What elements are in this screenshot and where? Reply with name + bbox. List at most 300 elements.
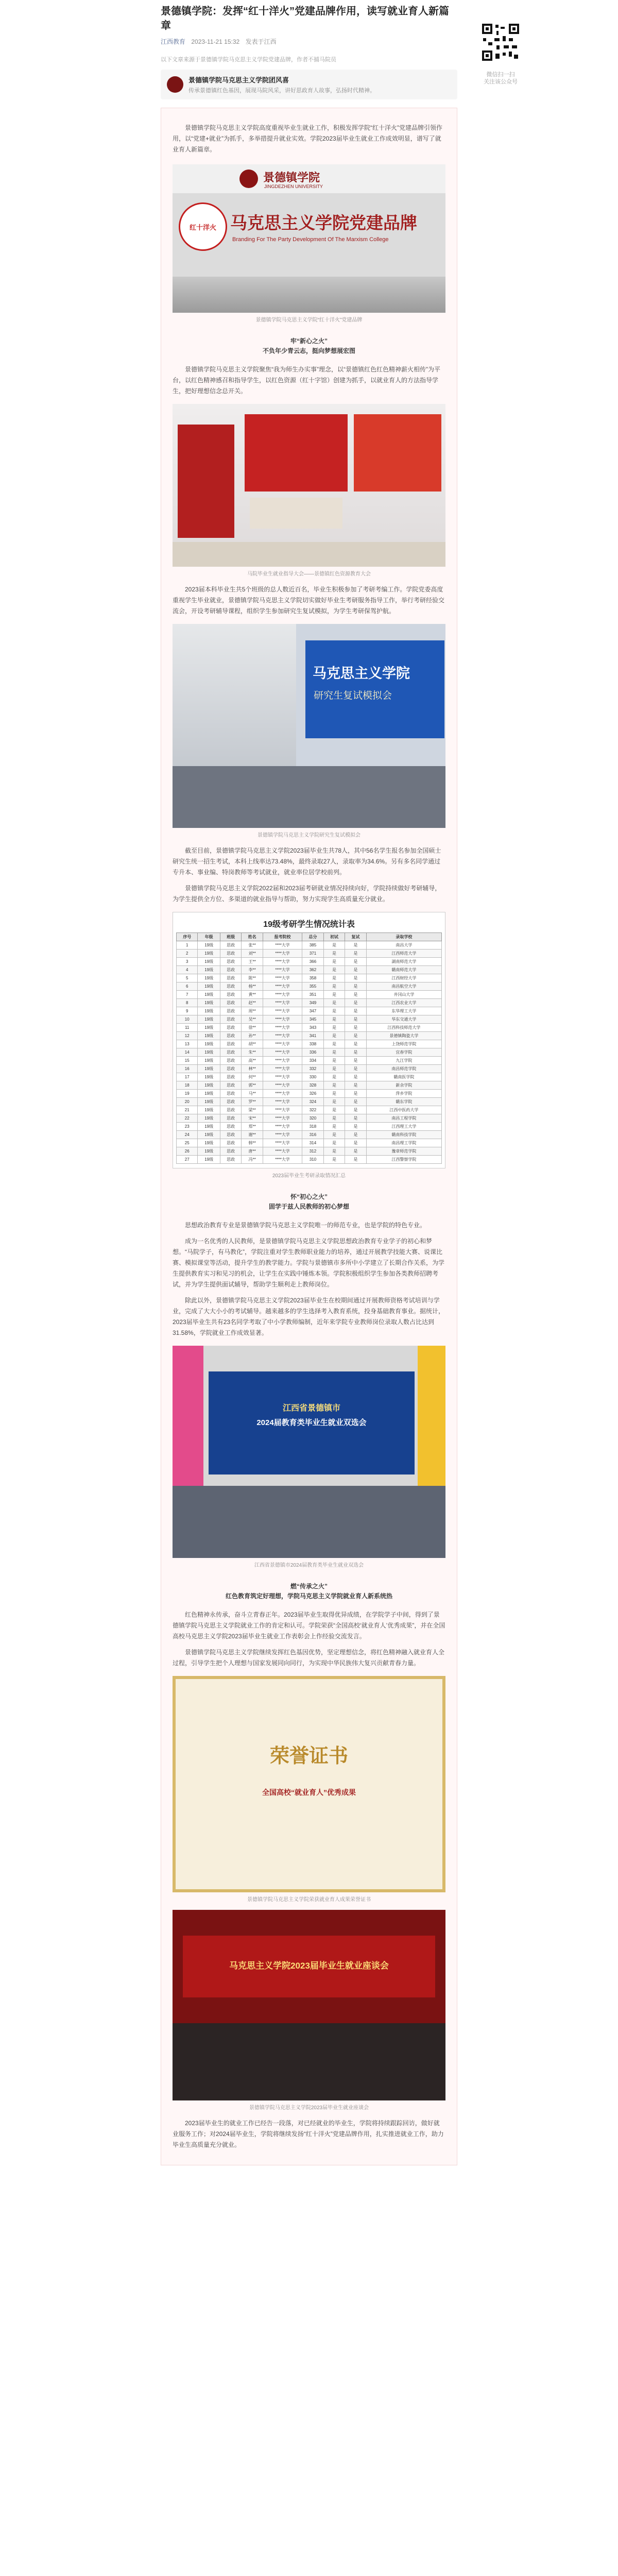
table-cell: 26 xyxy=(177,1147,198,1156)
table-cell: 赣南师范大学 xyxy=(366,966,441,974)
table-cell: 332 xyxy=(302,1065,323,1073)
table-cell: 19级 xyxy=(198,941,220,950)
table-cell: 320 xyxy=(302,1114,323,1123)
table-cell: 思政 xyxy=(220,974,241,982)
table-cell: ****大学 xyxy=(263,1040,302,1048)
table-cell: 19 xyxy=(177,1090,198,1098)
banner-caption: 景德镇学院马克思主义学院“红十洋火”党建品牌 xyxy=(255,317,363,323)
table-cell: 358 xyxy=(302,974,323,982)
table-cell: 思政 xyxy=(220,1032,241,1040)
table-cell: 19级 xyxy=(198,966,220,974)
table-cell: 19级 xyxy=(198,1065,220,1073)
table-cell: 是 xyxy=(323,991,345,999)
table-row xyxy=(177,999,442,1007)
table-cell: 是 xyxy=(345,1048,366,1057)
table-cell: 3 xyxy=(177,958,198,966)
table-row xyxy=(177,982,442,991)
table-cell: 19级 xyxy=(198,1106,220,1114)
table-row xyxy=(177,1156,442,1164)
table-cell: ****大学 xyxy=(263,1032,302,1040)
table-cell: 刘** xyxy=(242,950,263,958)
table-cell: 是 xyxy=(323,1156,345,1164)
table-cell: 是 xyxy=(345,1073,366,1081)
table-cell: 林** xyxy=(242,1065,263,1073)
table-cell: 是 xyxy=(323,1098,345,1106)
table-cell: 是 xyxy=(323,1106,345,1114)
table-cell: 吴** xyxy=(242,1015,263,1024)
brand-logo-icon xyxy=(179,202,227,251)
table-cell: 是 xyxy=(323,1081,345,1090)
table-cell: 是 xyxy=(345,1131,366,1139)
table-cell: 思政 xyxy=(220,982,241,991)
table-cell: 18 xyxy=(177,1081,198,1090)
table-cell: 12 xyxy=(177,1032,198,1040)
table-cell: 思政 xyxy=(220,1048,241,1057)
table-cell: ****大学 xyxy=(263,1098,302,1106)
table-cell: 9 xyxy=(177,1007,198,1015)
table-cell: 是 xyxy=(345,941,366,950)
table-cell: 是 xyxy=(345,1024,366,1032)
table-cell: 19级 xyxy=(198,1081,220,1090)
qr-code-icon xyxy=(481,23,520,62)
table-cell: ****大学 xyxy=(263,1007,302,1015)
table-cell: 思政 xyxy=(220,941,241,950)
brand-logo-text: 红十洋火 xyxy=(189,223,216,231)
table-cell: 思政 xyxy=(220,991,241,999)
table-body xyxy=(177,941,442,1164)
article-meta xyxy=(161,37,457,46)
table-cell: 316 xyxy=(302,1131,323,1139)
table-header-cell: 序号 xyxy=(177,933,198,941)
table-row xyxy=(177,1073,442,1081)
table-cell: 5 xyxy=(177,974,198,982)
table-cell: 326 xyxy=(302,1090,323,1098)
table-row xyxy=(177,974,442,982)
table-cell: 19级 xyxy=(198,1024,220,1032)
table-cell: 19级 xyxy=(198,1147,220,1156)
table-cell: 是 xyxy=(345,974,366,982)
table-cell: 思政 xyxy=(220,1147,241,1156)
table-cell: 是 xyxy=(323,966,345,974)
table-cell: ****大学 xyxy=(263,1156,302,1164)
table-cell: 347 xyxy=(302,1007,323,1015)
table-cell: 是 xyxy=(323,1114,345,1123)
table-cell: 是 xyxy=(323,1015,345,1024)
table-row xyxy=(177,1065,442,1073)
publish-date: 2023-11-21 15:32 xyxy=(191,38,240,45)
table-cell: ****大学 xyxy=(263,1024,302,1032)
section-1-paragraph-2: 2023届本科毕业生共5个班级的总人数近百名，毕业生积极参加了考研考编工作。学院党委高度重视学生毕业就业，景德镇学院马克思主义学院切实做好毕业生考研服务指导工作，举行考研经验交流会，开设考研辅导课程，组织学生参加研究生复试模拟，为学生考研保驾护航。 xyxy=(173,586,445,615)
photo-display-boards xyxy=(173,404,445,567)
table-cell: 思政 xyxy=(220,1081,241,1090)
table-cell: 是 xyxy=(323,1057,345,1065)
table-cell: 江西财经大学 xyxy=(366,974,441,982)
photo3-caption: 江西省景德镇市2024届教育类毕业生就业双选会 xyxy=(254,1563,364,1568)
table-header-cell: 复试 xyxy=(345,933,366,941)
honor-certificate-image xyxy=(173,1676,445,1892)
table-cell: ****大学 xyxy=(263,1123,302,1131)
brand-banner-image xyxy=(173,164,445,313)
table-row xyxy=(177,1131,442,1139)
table-cell: 思政 xyxy=(220,958,241,966)
section-1-paragraph-3: 截至目前，景德镇学院马克思主义学院2023届毕业生共78人，其中56名学生报名参加全国硕士研究生统一招生考试，本科上线率达73.48%，最终录取27人，录取率为34.6%。另有多名同学通过专升本、事业编、特岗教师等考试就业，就业率位居学校前列。 xyxy=(173,847,441,876)
photo2-banner-text: 马克思主义学院 xyxy=(313,666,410,681)
article-title: 景德镇学院：发挥“红十洋火”党建品牌作用，读写就业育人新篇章 xyxy=(161,6,449,31)
table-cell: 355 xyxy=(302,982,323,991)
table-cell: 是 xyxy=(345,1114,366,1123)
table-row xyxy=(177,1147,442,1156)
table-cell: ****大学 xyxy=(263,974,302,982)
table-cell: 336 xyxy=(302,1048,323,1057)
table-cell: 是 xyxy=(345,1007,366,1015)
table-row xyxy=(177,1114,442,1123)
table-cell: 南昌理工学院 xyxy=(366,1139,441,1147)
table-cell: 新余学院 xyxy=(366,1081,441,1090)
certificate-title: 荣誉证书 xyxy=(269,1744,348,1767)
section-2-title: 怀“初心之火” 固学于兹人民教师的初心梦想 xyxy=(268,1193,349,1210)
source-account-name: 景德镇学院马克思主义学院团风喜 xyxy=(188,76,289,84)
table-cell: ****大学 xyxy=(263,982,302,991)
photo-interview-meeting xyxy=(173,624,445,828)
table-cell: 萍乡学院 xyxy=(366,1090,441,1098)
table-cell: 322 xyxy=(302,1106,323,1114)
table-cell: 是 xyxy=(345,1040,366,1048)
table-cell: 思政 xyxy=(220,1123,241,1131)
photo4-banner-text: 马克思主义学院2023届毕业生就业座谈会 xyxy=(229,1961,389,1971)
table-cell: 349 xyxy=(302,999,323,1007)
table-caption: 2023届毕业生考研录取情况汇总 xyxy=(272,1173,346,1179)
table-cell: 312 xyxy=(302,1147,323,1156)
table-cell: 思政 xyxy=(220,1156,241,1164)
table-cell: 思政 xyxy=(220,1024,241,1032)
table-cell: 是 xyxy=(323,1024,345,1032)
table-cell: ****大学 xyxy=(263,1073,302,1081)
account-name-link[interactable]: 江西教育 xyxy=(161,38,186,45)
article-body xyxy=(161,108,457,2165)
table-cell: 思政 xyxy=(220,999,241,1007)
table-cell: 思政 xyxy=(220,950,241,958)
table-row xyxy=(177,1090,442,1098)
table-cell: 南昌航空大学 xyxy=(366,982,441,991)
photo1-caption: 马院毕业生就业指导大会——景德镇红色资源教育大会 xyxy=(247,571,371,577)
table-cell: 高** xyxy=(242,1057,263,1065)
table-header-cell: 报考院校 xyxy=(263,933,302,941)
table-title: 19级考研学生情况统计表 xyxy=(263,920,355,929)
table-cell: 324 xyxy=(302,1098,323,1106)
table-row xyxy=(177,1123,442,1131)
table-cell: 豫章师范学院 xyxy=(366,1147,441,1156)
table-cell: 8 xyxy=(177,999,198,1007)
table-cell: 19级 xyxy=(198,1073,220,1081)
table-cell: 徐** xyxy=(242,1024,263,1032)
table-cell: 是 xyxy=(345,1123,366,1131)
table-cell: 是 xyxy=(345,991,366,999)
qr-caption: 微信扫一扫 关注该公众号 xyxy=(484,72,518,85)
table-cell: 16 xyxy=(177,1065,198,1073)
table-cell: 华东交通大学 xyxy=(366,1015,441,1024)
table-cell: 梁** xyxy=(242,1106,263,1114)
table-cell: 338 xyxy=(302,1040,323,1048)
table-row xyxy=(177,991,442,999)
table-cell: 是 xyxy=(323,1147,345,1156)
table-cell: 思政 xyxy=(220,1114,241,1123)
table-cell: 是 xyxy=(323,982,345,991)
table-cell: 胡** xyxy=(242,1040,263,1048)
certificate-caption: 景德镇学院马克思主义学院荣获就业育人成果荣誉证书 xyxy=(247,1897,371,1903)
table-cell: 思政 xyxy=(220,1073,241,1081)
source-account-card[interactable] xyxy=(161,70,457,99)
photo3-banner-text: 江西省景德镇市 xyxy=(282,1404,340,1413)
table-cell: 思政 xyxy=(220,1131,241,1139)
table-cell: 马** xyxy=(242,1090,263,1098)
table-cell: 是 xyxy=(323,1065,345,1073)
table-cell: 思政 xyxy=(220,1057,241,1065)
table-cell: 385 xyxy=(302,941,323,950)
table-cell: 是 xyxy=(323,1073,345,1081)
table-row xyxy=(177,958,442,966)
table-cell: 23 xyxy=(177,1123,198,1131)
table-cell: 是 xyxy=(323,1123,345,1131)
school-subname: JINGDEZHEN UNIVERSITY xyxy=(264,184,323,189)
table-cell: 20 xyxy=(177,1098,198,1106)
table-cell: 21 xyxy=(177,1106,198,1114)
section-2-paragraph-3: 除此以外，景德镇学院马克思主义学院2023届毕业生在校期间通过开展教师资格考试培训与学业，完成了大大小小的考试辅导。越来越多的学生选择考入教育系统，投身基础教育事业。据统计，2023届毕业生共有23名同学考取了中小学教师编制，近年来学院专业教师岗位录取人数占比达到31.58%，学院就业工作成效显著。 xyxy=(173,1297,445,1336)
table-cell: 19级 xyxy=(198,1098,220,1106)
table-cell: 1 xyxy=(177,941,198,950)
table-row xyxy=(177,1048,442,1057)
table-cell: 杨** xyxy=(242,982,263,991)
section-3-paragraph: 红色精神永传承，奋斗立青春正年。2023届毕业生取得优异成绩，在学院学子中间，得到了景德镇学院马克思主义学院就业工作的肯定和认可。学院荣获“全国高校‘就业育人’优秀成果”，并在全国高校马克思主义学院2023届毕业生就业工作表彰会上作经验交流发言。 xyxy=(173,1611,445,1640)
table-cell: 思政 xyxy=(220,1065,241,1073)
table-cell: ****大学 xyxy=(263,1114,302,1123)
table-cell: 是 xyxy=(345,1032,366,1040)
table-row xyxy=(177,1015,442,1024)
table-cell: 南昌大学 xyxy=(366,941,441,950)
table-cell: 张** xyxy=(242,941,263,950)
table-cell: ****大学 xyxy=(263,941,302,950)
table-cell: 是 xyxy=(323,1032,345,1040)
table-cell: 王** xyxy=(242,958,263,966)
table-cell: 15 xyxy=(177,1057,198,1065)
photo4-caption: 景德镇学院马克思主义学院2023届毕业生就业座谈会 xyxy=(249,2105,369,2111)
table-cell: 7 xyxy=(177,991,198,999)
table-row xyxy=(177,1007,442,1015)
photo-job-fair xyxy=(173,1346,445,1558)
table-cell: 19级 xyxy=(198,1131,220,1139)
table-cell: 是 xyxy=(345,1106,366,1114)
photo-symposium xyxy=(173,1910,445,2100)
table-cell: ****大学 xyxy=(263,1015,302,1024)
table-cell: ****大学 xyxy=(263,958,302,966)
table-cell: 黄** xyxy=(242,991,263,999)
table-cell: 韩** xyxy=(242,1139,263,1147)
table-cell: 351 xyxy=(302,991,323,999)
table-cell: 何** xyxy=(242,1073,263,1081)
table-cell: 371 xyxy=(302,950,323,958)
source-account-avatar xyxy=(167,76,183,93)
table-cell: 赣南科技学院 xyxy=(366,1131,441,1139)
table-cell: 330 xyxy=(302,1073,323,1081)
table-cell: 4 xyxy=(177,966,198,974)
table-cell: 孙** xyxy=(242,1032,263,1040)
follow-qr-code xyxy=(481,23,520,62)
table-cell: 是 xyxy=(323,958,345,966)
table-cell: 是 xyxy=(345,1147,366,1156)
table-cell: 10 xyxy=(177,1015,198,1024)
brand-sub-title: Branding For The Party Development Of The Marxism College xyxy=(232,236,389,243)
table-cell: 19级 xyxy=(198,991,220,999)
table-cell: 思政 xyxy=(220,1106,241,1114)
table-cell: 19级 xyxy=(198,982,220,991)
table-cell: 11 xyxy=(177,1024,198,1032)
table-cell: 是 xyxy=(323,974,345,982)
table-cell: 19级 xyxy=(198,1139,220,1147)
table-cell: 唐** xyxy=(242,1147,263,1156)
table-row xyxy=(177,1057,442,1065)
table-cell: 19级 xyxy=(198,1156,220,1164)
table-cell: 362 xyxy=(302,966,323,974)
table-cell: ****大学 xyxy=(263,1081,302,1090)
school-name: 景德镇学院 xyxy=(263,171,320,184)
table-cell: 318 xyxy=(302,1123,323,1131)
table-cell: 19级 xyxy=(198,1007,220,1015)
table-row xyxy=(177,1040,442,1048)
table-cell: ****大学 xyxy=(263,999,302,1007)
table-cell: 是 xyxy=(345,1090,366,1098)
table-cell: 328 xyxy=(302,1081,323,1090)
table-cell: 19级 xyxy=(198,1048,220,1057)
section-3-paragraph-2: 景德镇学院马克思主义学院继续发挥红色基因优势，坚定理想信念，将红色精神融入就业育人全过程，引导学生把个人理想与国家发展同向同行，为实现中华民族伟大复兴贡献青春力量。 xyxy=(173,1649,445,1667)
section-1-title: 牢“新心之火” 不负年少青云志，挺向梦想展宏图 xyxy=(262,337,355,354)
table-header-cell: 总分 xyxy=(302,933,323,941)
table-cell: 366 xyxy=(302,958,323,966)
table-cell: ****大学 xyxy=(263,1090,302,1098)
table-cell: 周** xyxy=(242,1007,263,1015)
table-cell: 南昌师范学院 xyxy=(366,1065,441,1073)
table-cell: 是 xyxy=(323,1131,345,1139)
table-cell: ****大学 xyxy=(263,1139,302,1147)
table-cell: 思政 xyxy=(220,1090,241,1098)
table-cell: 19级 xyxy=(198,1032,220,1040)
section-2-paragraph-2: 成为一名优秀的人民教师，是景德镇学院马克思主义学院思想政治教育专业学子的初心和梦想。“马院学子，有马教化”，学院注重对学生教师职业能力的培养，通过开展教学技能大赛、说课比赛、模拟课堂等活动，提升学生的教学能力。学院与景德镇市多所中小学建立了长期合作关系，为学生提供教育实习和见习的机会，让学生在实践中锤炼本领。学院积极组织学生参加各类教师招聘考试，并为学生提供面试辅导，帮助学生顺利走上教师岗位。 xyxy=(173,1238,445,1288)
table-cell: 13 xyxy=(177,1040,198,1048)
table-cell: 25 xyxy=(177,1139,198,1147)
table-cell: 是 xyxy=(323,950,345,958)
table-cell: 19级 xyxy=(198,1040,220,1048)
table-cell: ****大学 xyxy=(263,1065,302,1073)
table-cell: 思政 xyxy=(220,1015,241,1024)
table-cell: 是 xyxy=(345,982,366,991)
table-cell: 310 xyxy=(302,1156,323,1164)
table-cell: 343 xyxy=(302,1024,323,1032)
table-header-cell: 初试 xyxy=(323,933,345,941)
table-cell: 宜春学院 xyxy=(366,1048,441,1057)
table-cell: 朱** xyxy=(242,1048,263,1057)
table-cell: 思政 xyxy=(220,966,241,974)
table-cell: 是 xyxy=(323,1139,345,1147)
table-cell: 是 xyxy=(323,1007,345,1015)
table-cell: 思政 xyxy=(220,1098,241,1106)
table-cell: 345 xyxy=(302,1015,323,1024)
brand-main-title: 马克思主义学院党建品牌 xyxy=(230,213,417,233)
table-header-cell: 班级 xyxy=(220,933,241,941)
table-row xyxy=(177,1081,442,1090)
table-cell: 14 xyxy=(177,1048,198,1057)
table-cell: 是 xyxy=(345,1065,366,1073)
table-cell: 郭** xyxy=(242,1081,263,1090)
table-cell: 湖南师范大学 xyxy=(366,958,441,966)
source-notice: 以下文章来源于景德镇学院马克思主义学院党建品牌，作者不捕马院员 xyxy=(161,57,336,63)
section-3-title: 燃“传承之火” 红色教育筑定好理想，学院马克思主义学院就业育人新系统热 xyxy=(225,1583,392,1600)
table-cell: 江西科技师范大学 xyxy=(366,1024,441,1032)
publish-location: 发表于江西 xyxy=(245,38,277,45)
table-cell: 是 xyxy=(345,1015,366,1024)
table-cell: ****大学 xyxy=(263,1147,302,1156)
table-cell: 是 xyxy=(345,1098,366,1106)
table-cell: 19级 xyxy=(198,999,220,1007)
table-cell: 19级 xyxy=(198,1015,220,1024)
table-cell: 22 xyxy=(177,1114,198,1123)
table-cell: 陈** xyxy=(242,974,263,982)
table-row xyxy=(177,1098,442,1106)
table-cell: 思政 xyxy=(220,1139,241,1147)
table-cell: 江西农业大学 xyxy=(366,999,441,1007)
table-cell: 是 xyxy=(345,958,366,966)
table-cell: 24 xyxy=(177,1131,198,1139)
table-cell: 341 xyxy=(302,1032,323,1040)
table-row xyxy=(177,950,442,958)
table-row xyxy=(177,1032,442,1040)
table-cell: 是 xyxy=(345,950,366,958)
table-cell: 是 xyxy=(345,1057,366,1065)
table-cell: 19级 xyxy=(198,1090,220,1098)
table-cell: ****大学 xyxy=(263,1106,302,1114)
table-cell: 19级 xyxy=(198,1114,220,1123)
table-cell: 江西师范大学 xyxy=(366,950,441,958)
school-emblem-icon xyxy=(239,170,258,188)
table-cell: 九江学院 xyxy=(366,1057,441,1065)
table-row xyxy=(177,1024,442,1032)
table-cell: 334 xyxy=(302,1057,323,1065)
table-cell: 江西理工大学 xyxy=(366,1123,441,1131)
table-header-row xyxy=(177,933,442,941)
table-cell: 19级 xyxy=(198,958,220,966)
table-cell: 19级 xyxy=(198,1057,220,1065)
table-cell: ****大学 xyxy=(263,966,302,974)
exam-stats-table xyxy=(173,912,445,1168)
section-2-paragraph: 思想政治教育专业是景德镇学院马克思主义学院唯一的师范专业，也是学院的特色专业。 xyxy=(185,1222,426,1229)
table-cell: ****大学 xyxy=(263,1048,302,1057)
section-1-paragraph: 景德镇学院马克思主义学院聚焦“我为师生办实事”理念，以“景德镇红色红色精神薪火相传”为平台，以红色精神感召和指导学生，以红色资源（红十字馆）创建为抓手，以就业育人的方法指导学生，把好理想信念总开关。 xyxy=(173,366,440,395)
table-header-cell: 录取学校 xyxy=(366,933,441,941)
table-cell: 是 xyxy=(323,999,345,1007)
table-cell: 李** xyxy=(242,966,263,974)
table-row xyxy=(177,966,442,974)
intro-paragraph: 景德镇学院马克思主义学院高度重视毕业生就业工作，积极发挥学院“红十洋火”党建品牌引领作用，以“党建+就业”为抓手，多举措提升就业实效。学院2023届毕业生就业工作成效明显，谱写了就业育人新篇章。 xyxy=(173,124,442,153)
table-cell: 上饶师范学院 xyxy=(366,1040,441,1048)
table-cell: ****大学 xyxy=(263,950,302,958)
photo2-banner-subtext: 研究生复试模拟会 xyxy=(314,690,392,701)
table-cell: 赣东学院 xyxy=(366,1098,441,1106)
table-header-cell: 姓名 xyxy=(242,933,263,941)
table-header-cell: 年级 xyxy=(198,933,220,941)
table-cell: ****大学 xyxy=(263,991,302,999)
table-cell: 冯** xyxy=(242,1156,263,1164)
table-cell: 思政 xyxy=(220,1007,241,1015)
table-cell: 是 xyxy=(323,1090,345,1098)
table-cell: 19级 xyxy=(198,1123,220,1131)
table-row xyxy=(177,1139,442,1147)
